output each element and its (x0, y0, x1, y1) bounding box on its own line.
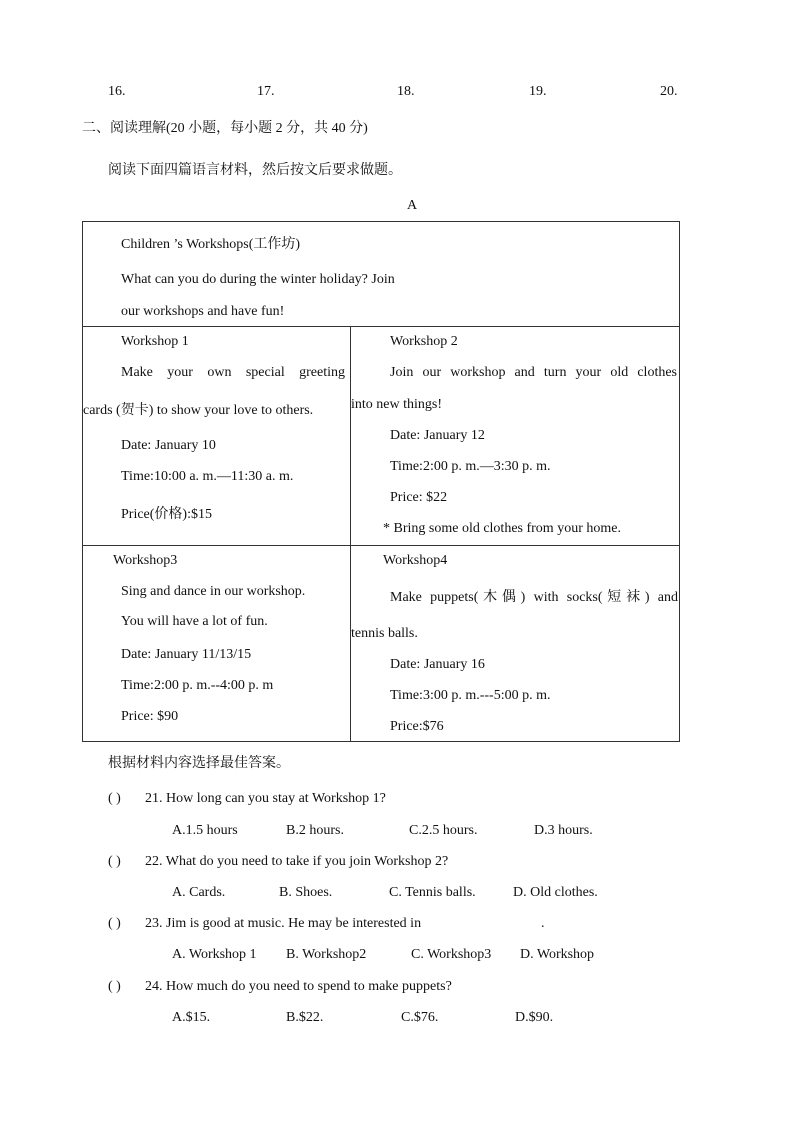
workshop-1-desc-line-1: Make your own special greeting (121, 365, 345, 380)
workshop-3-price: Price: $90 (121, 709, 179, 724)
workshop-1-date: Date: January 10 (121, 438, 216, 453)
q22-text: 22. What do you need to take if you join Workshop 2? (145, 854, 449, 869)
answer-number-19: 19. (529, 84, 547, 99)
q23-option-d[interactable]: D. Workshop (520, 947, 595, 962)
workshop-table (82, 221, 680, 742)
workshop-2-date: Date: January 12 (390, 428, 485, 443)
q21-bracket[interactable]: ( ) (108, 791, 121, 806)
workshop-1-title: Workshop 1 (121, 334, 189, 349)
workshop-1-desc-line-2: cards (贺卡) to show your love to others. (83, 403, 314, 418)
answer-number-20: 20. (660, 84, 678, 99)
q23-option-a[interactable]: A. Workshop 1 (172, 947, 257, 962)
section-title: 二、阅读理解(20 小题，每小题 2 分，共 40 分) (82, 121, 368, 136)
workshop-1-time: Time:10:00 a. m.—11:30 a. m. (121, 469, 294, 484)
q23-option-c[interactable]: C. Workshop3 (411, 947, 492, 962)
q21-text: 21. How long can you stay at Workshop 1? (145, 791, 386, 806)
workshop-3-desc-line-1: Sing and dance in our workshop. (121, 584, 306, 599)
table-header-cell (83, 222, 681, 326)
q24-option-b[interactable]: B.$22. (286, 1010, 324, 1025)
table-intro-line-2: our workshops and have fun! (121, 304, 285, 319)
q24-option-d[interactable]: D.$90. (515, 1010, 554, 1025)
q21-option-a[interactable]: A.1.5 hours (172, 823, 238, 838)
workshop-2-price: Price: $22 (390, 490, 448, 505)
workshop-3-date: Date: January 11/13/15 (121, 647, 252, 662)
section-instruction: 阅读下面四篇语言材料，然后按文后要求做题。 (108, 163, 402, 178)
workshop-2-title: Workshop 2 (390, 334, 458, 349)
choose-instruction: 根据材料内容选择最佳答案。 (108, 756, 290, 771)
q21-option-b[interactable]: B.2 hours. (286, 823, 344, 838)
q22-option-b[interactable]: B. Shoes. (279, 885, 333, 900)
q23-blank-end: . (541, 916, 545, 931)
workshop-2-time: Time:2:00 p. m.—3:30 p. m. (390, 459, 551, 474)
q23-text: 23. Jim is good at music. He may be interested in (145, 916, 422, 931)
answer-number-17: 17. (257, 84, 275, 99)
table-title: Children ’s Workshops(工作坊) (121, 237, 301, 252)
q23-bracket[interactable]: ( ) (108, 916, 121, 931)
workshop-4-time: Time:3:00 p. m.---5:00 p. m. (390, 688, 551, 703)
workshop-1-cell (83, 326, 350, 545)
q21-option-c[interactable]: C.2.5 hours. (409, 823, 478, 838)
q22-option-a[interactable]: A. Cards. (172, 885, 226, 900)
passage-label: A (407, 198, 418, 213)
q22-option-d[interactable]: D. Old clothes. (513, 885, 598, 900)
q23-option-b[interactable]: B. Workshop2 (286, 947, 367, 962)
q24-bracket[interactable]: ( ) (108, 979, 121, 994)
q24-option-c[interactable]: C.$76. (401, 1010, 439, 1025)
workshop-2-cell (351, 326, 681, 545)
workshop-1-price: Price(价格):$15 (121, 507, 212, 522)
answer-number-18: 18. (397, 84, 415, 99)
workshop-2-note: * Bring some old clothes from your home. (383, 521, 621, 536)
workshop-2-desc-line-2: into new things! (351, 397, 442, 412)
workshop-3-title: Workshop3 (113, 553, 178, 568)
workshop-3-desc-line-2: You will have a lot of fun. (121, 614, 268, 629)
q22-bracket[interactable]: ( ) (108, 854, 121, 869)
workshop-4-title: Workshop4 (383, 553, 448, 568)
workshop-3-time: Time:2:00 p. m.--4:00 p. m (121, 678, 274, 693)
table-intro-line-1: What can you do during the winter holiday? Join (121, 272, 395, 287)
answer-number-16: 16. (108, 84, 126, 99)
workshop-3-cell (83, 546, 350, 742)
workshop-4-date: Date: January 16 (390, 657, 485, 672)
workshop-2-desc-line-1: Join our workshop and turn your old clothes (390, 365, 677, 380)
workshop-4-desc-line-1: Make puppets(木偶) with socks(短袜) and (390, 590, 678, 605)
q21-option-d[interactable]: D.3 hours. (534, 823, 593, 838)
q22-option-c[interactable]: C. Tennis balls. (389, 885, 476, 900)
q24-text: 24. How much do you need to spend to make puppets? (145, 979, 452, 994)
workshop-4-cell (351, 546, 681, 742)
workshop-4-price: Price:$76 (390, 719, 444, 734)
workshop-4-desc-line-2: tennis balls. (351, 626, 418, 641)
q24-option-a[interactable]: A.$15. (172, 1010, 211, 1025)
